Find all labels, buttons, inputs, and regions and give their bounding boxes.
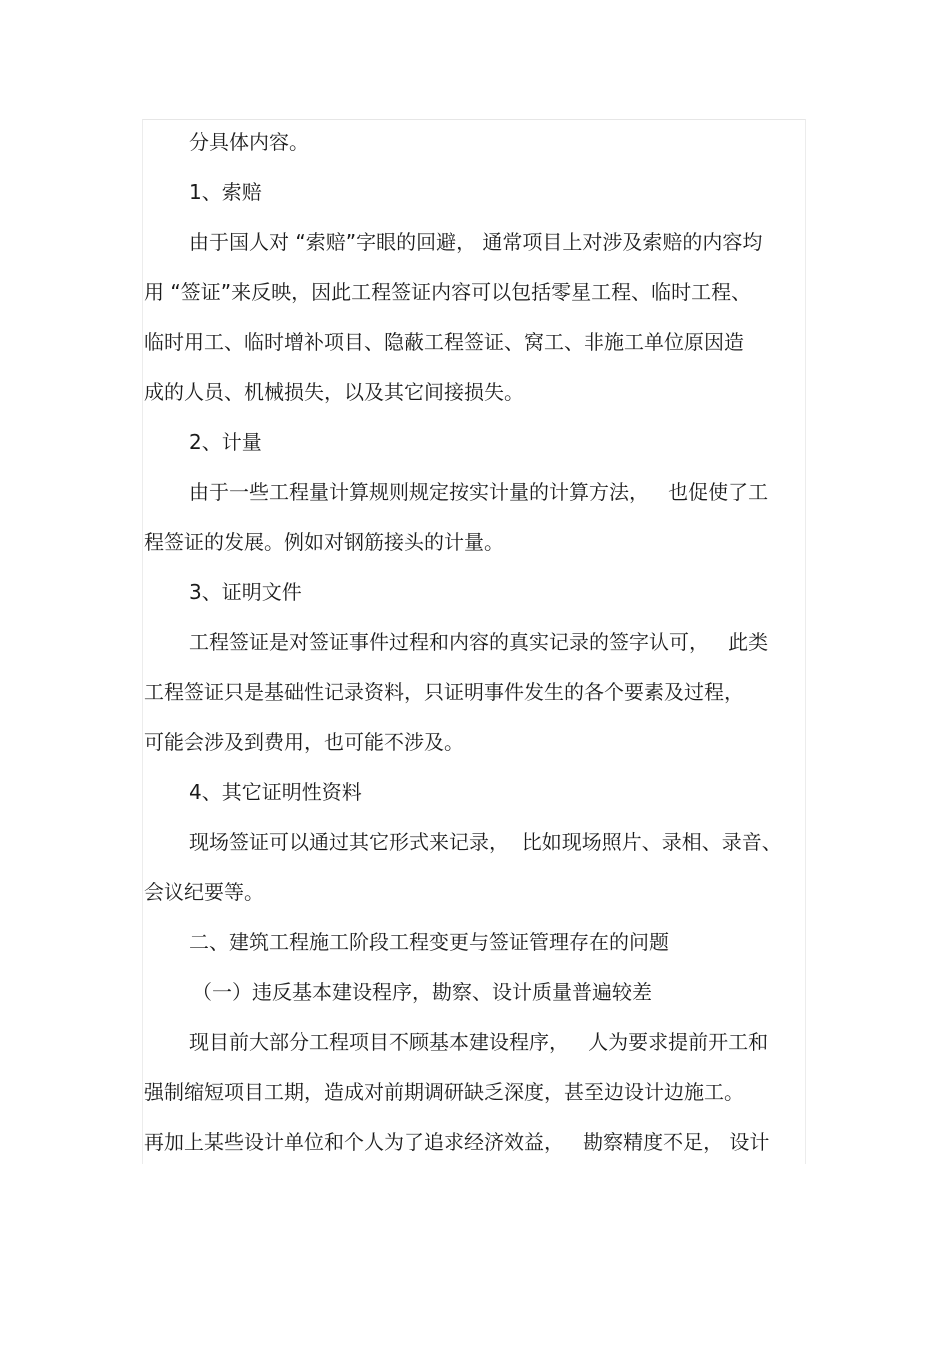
paragraph-line: 再加上某些设计单位和个人为了追求经济效益， 勘察精度不足， 设计 <box>144 1130 770 1154</box>
section-heading-proof-documents: 3、证明文件 <box>189 580 302 604</box>
paragraph-line: 现场签证可以通过其它形式来记录， 比如现场照片、录相、录音、 <box>189 830 782 854</box>
paragraph-line-continued: 分具体内容。 <box>189 130 309 154</box>
paragraph-line: 程签证的发展。例如对钢筋接头的计量。 <box>144 530 504 554</box>
paragraph-line: 由于国人对 “索赔”字眼的回避， 通常项目上对涉及索赔的内容均 <box>189 230 763 254</box>
paragraph-line: 工程签证是对签证事件过程和内容的真实记录的签字认可， 此类 <box>189 630 769 654</box>
paragraph-line: 成的人员、机械损失，以及其它间接损失。 <box>144 380 524 404</box>
chapter-heading-problems: 二、建筑工程施工阶段工程变更与签证管理存在的问题 <box>189 930 669 954</box>
section-heading-other-proof: 4、其它证明性资料 <box>189 780 362 804</box>
paragraph-line: 会议纪要等。 <box>144 880 264 904</box>
paragraph-line: 工程签证只是基础性记录资料，只证明事件发生的各个要素及过程， <box>144 680 744 704</box>
paragraph-line: 强制缩短项目工期，造成对前期调研缺乏深度，甚至边设计边施工。 <box>144 1080 744 1104</box>
paragraph-line: 可能会涉及到费用，也可能不涉及。 <box>144 730 464 754</box>
subsection-heading-1: （一）违反基本建设程序，勘察、设计质量普遍较差 <box>192 980 652 1004</box>
paragraph-line: 现目前大部分工程项目不顾基本建设程序， 人为要求提前开工和 <box>189 1030 769 1054</box>
paragraph-line: 用 “签证”来反映，因此工程签证内容可以包括零星工程、临时工程、 <box>144 280 752 304</box>
paragraph-line: 由于一些工程量计算规则规定按实计量的计算方法， 也促使了工 <box>189 480 769 504</box>
section-heading-claims: 1、索赔 <box>189 180 262 204</box>
section-heading-measurement: 2、计量 <box>189 430 262 454</box>
paragraph-line: 临时用工、临时增补项目、隐蔽工程签证、窝工、非施工单位原因造 <box>144 330 744 354</box>
